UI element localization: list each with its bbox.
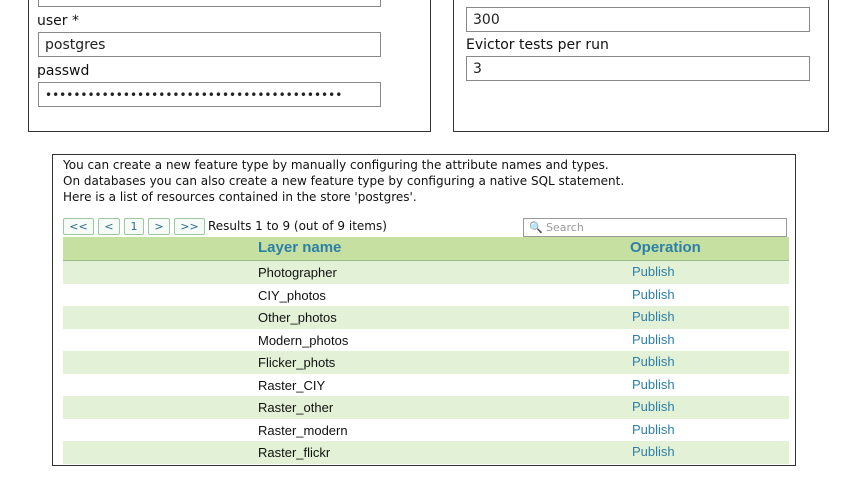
evictor-field[interactable] [466,56,810,81]
user-label: user * [37,13,79,29]
search-input[interactable] [546,220,782,235]
connection-params-panel [28,0,431,132]
results-count: Results 1 to 9 (out of 9 items) [208,219,387,233]
publish-link[interactable]: Publish [632,421,675,437]
layer-name: Flicker_phots [258,355,336,370]
table-row [63,441,789,464]
prev-page-button[interactable]: < [98,218,120,235]
table-row [63,329,789,352]
evictor-label: Evictor tests per run [466,37,609,53]
resource-table [63,237,789,464]
layer-name: Other_photos [258,310,337,325]
search-box[interactable] [523,218,787,237]
column-header-operation[interactable]: Operation [630,239,701,256]
layer-name: Raster_CIY [258,377,326,393]
publish-link[interactable]: Publish [632,354,675,369]
layer-name: Raster_flickr [258,445,331,460]
host-field[interactable] [38,0,381,7]
layer-name: Raster_other [258,400,334,415]
layer-name: Modern_photos [258,332,349,348]
max-idle-field[interactable] [466,7,810,32]
column-header-layer-name[interactable]: Layer name [258,239,342,256]
layer-name: Photographer [258,265,337,280]
pool-params-panel [453,0,829,132]
publish-link[interactable]: Publish [632,444,675,459]
publish-link[interactable]: Publish [632,399,675,414]
table-row [63,374,789,397]
table-row [63,351,789,374]
page-1-button[interactable]: 1 [124,218,144,235]
table-header [63,237,789,261]
publish-link[interactable]: Publish [632,331,675,347]
search-icon: 🔍 [529,221,543,234]
layer-name: CIY_photos [258,287,326,303]
description-line-1: You can create a new feature type by manually configuring the attribute names and types. [63,158,609,172]
publish-link[interactable]: Publish [632,376,675,392]
description-line-3: Here is a list of resources contained in the store 'postgres'. [63,190,417,204]
publish-link[interactable]: Publish [632,309,675,324]
table-row [63,261,789,284]
table-row [63,284,789,307]
description-line-2: On databases you can also create a new feature type by configuring a native SQL statement. [63,174,625,188]
table-row [63,396,789,419]
passwd-label: passwd [37,63,90,79]
publish-link[interactable]: Publish [632,264,675,279]
layer-name: Raster_modern [258,422,348,438]
table-row [63,306,789,329]
last-page-button[interactable]: >> [174,218,205,235]
next-page-button[interactable]: > [148,218,170,235]
publish-link[interactable]: Publish [632,286,675,302]
resource-list-panel [52,154,796,466]
table-row [63,419,789,442]
passwd-field[interactable] [38,82,381,107]
first-page-button[interactable]: << [63,218,94,235]
user-field[interactable] [38,32,381,57]
